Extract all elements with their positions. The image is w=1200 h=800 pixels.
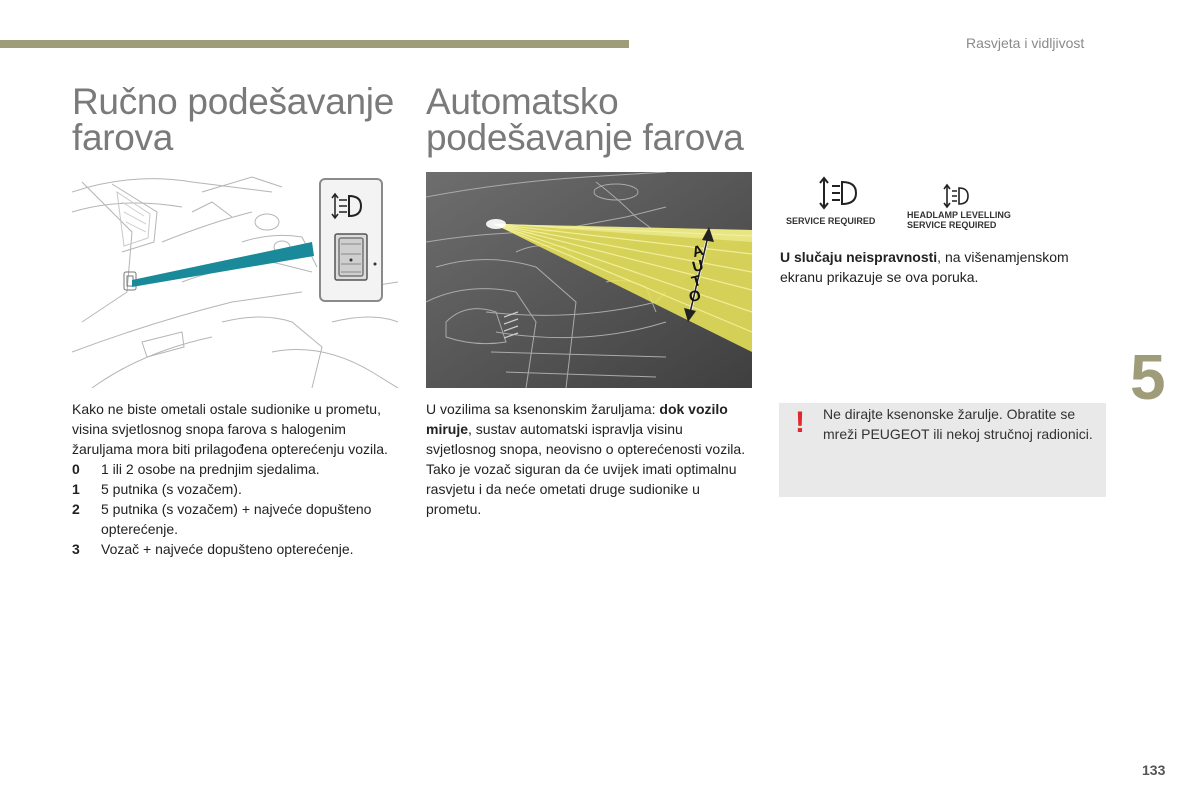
fault-text-rest: , na višenamjenskom ekranu prikazuje se ova poruka.: [780, 249, 1069, 285]
chapter-number: 5: [1130, 341, 1166, 413]
position-item: [72, 499, 402, 539]
position-text: 1 ili 2 osobe na prednjim sjedalima.: [101, 461, 320, 477]
position-text: Vozač + najveće dopušteno opterećenje.: [101, 541, 354, 557]
warning-text: Ne dirajte ksenonske žarulje. Obratite se mreži PEUGEOT ili nekoj stručnoj radionici.: [823, 406, 1093, 442]
position-text: 5 putnika (s vozačem).: [101, 481, 242, 497]
manual-intro: Kako ne biste ometali ostale sudionike u prometu, visina svjetlosnog snopa farova s halogenim žaruljama mora biti prilagođena opterećenju vozila.: [72, 401, 388, 457]
position-item: [72, 479, 402, 499]
manual-title: [72, 81, 394, 158]
position-number: 3: [72, 541, 80, 557]
manual-title-line-1: Ručno podešavanje: [72, 81, 394, 122]
fault-text: [780, 247, 1110, 287]
headlamp-levelling-icon: [810, 174, 870, 214]
manual-title-line-2: farova: [72, 117, 174, 158]
automatic-title: [426, 81, 744, 158]
auto-letter: A: [690, 241, 706, 262]
manual-body: [72, 399, 402, 559]
fault-body: [780, 247, 1110, 287]
levelling-switch-panel: [319, 178, 383, 302]
auto-letter: T: [689, 272, 704, 291]
car-headlight-illustration: [426, 172, 752, 388]
section-title: Rasvjeta i vidljivost: [966, 35, 1085, 51]
position-number: 1: [72, 481, 80, 497]
position-item: [72, 539, 402, 559]
auto-letter: O: [687, 286, 703, 307]
position-number: 0: [72, 461, 80, 477]
headlamp-levelling-service-indicator: [906, 178, 1026, 238]
page-number: 133: [1142, 762, 1166, 778]
headlamp-levelling-label: [907, 210, 1011, 230]
service-required-label: SERVICE REQUIRED: [786, 216, 876, 226]
headlamp-levelling-label-line-2: SERVICE REQUIRED: [907, 220, 997, 230]
automatic-body: [426, 399, 756, 519]
position-number: 2: [72, 501, 80, 517]
header-rule: [0, 40, 629, 48]
automatic-text-bold: dok vozilo miruje: [426, 401, 728, 437]
headlamp-levelling-label-line-1: HEADLAMP LEVELLING: [907, 210, 1011, 220]
automatic-text-post: , sustav automatski ispravlja visinu svjetlosnog snopa, neovisno o opterećenosti vozila. Tako je vozač siguran da će uvijek imati optimalnu rasvjetu i da neće ometati druge sudionike u prometu.: [426, 421, 746, 517]
auto-label: [687, 241, 708, 307]
position-text: 5 putnika (s vozačem) + najveće dopušteno opterećenje.: [101, 501, 372, 537]
automatic-title-line-2: podešavanje farova: [426, 117, 744, 158]
exclamation-icon: !: [795, 406, 805, 439]
fault-text-bold: U slučaju neispravnosti: [780, 249, 938, 265]
dashboard-illustration: [72, 172, 398, 388]
automatic-text: [426, 399, 756, 519]
automatic-title-line-1: Automatsko: [426, 81, 619, 122]
headlamp-levelling-small-icon: [942, 182, 972, 212]
automatic-text-pre: U vozilima sa ksenonskim žaruljama:: [426, 401, 660, 417]
auto-letter: U: [690, 256, 706, 277]
position-item: [72, 459, 402, 479]
warning-box: [779, 403, 1106, 497]
service-required-indicator: [780, 172, 880, 232]
